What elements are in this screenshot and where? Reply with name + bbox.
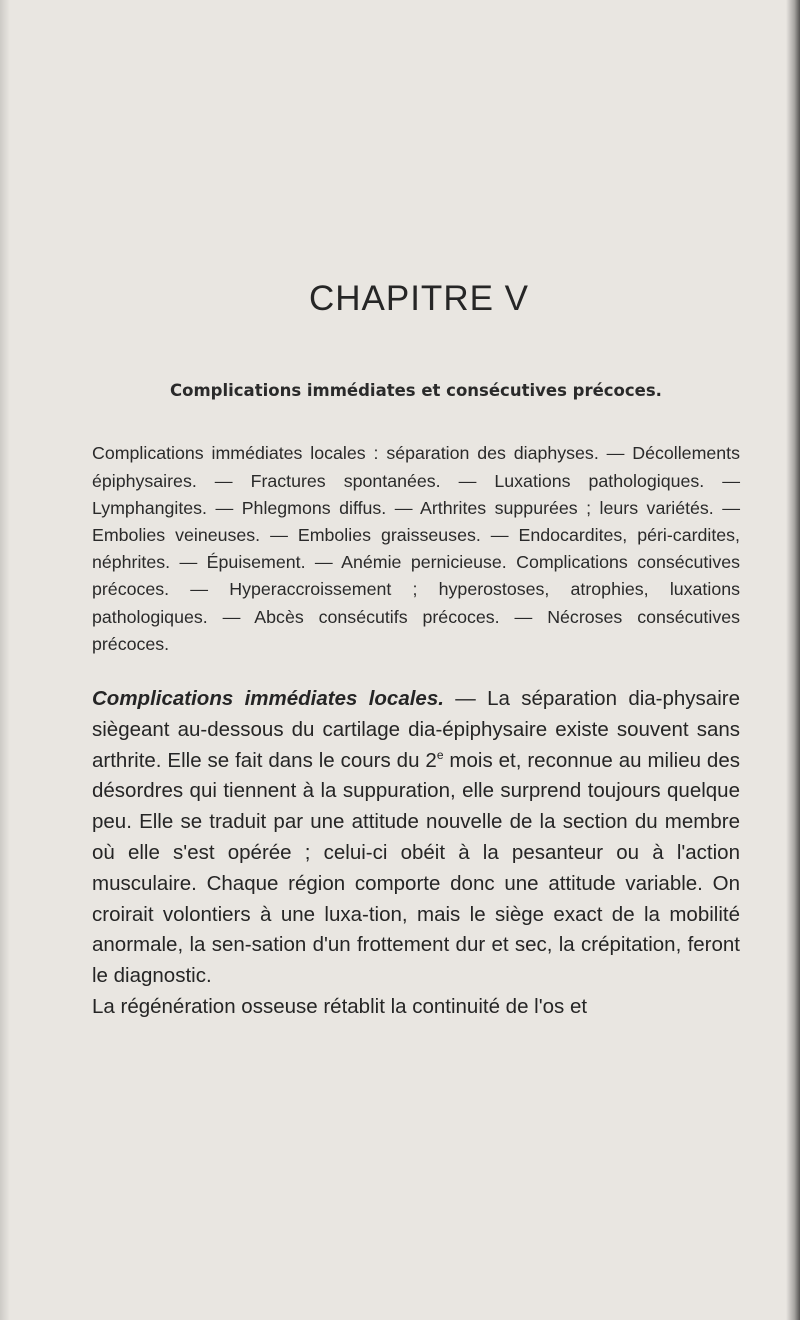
page-left-edge-shadow — [0, 0, 10, 1320]
page-right-edge-shadow — [786, 0, 800, 1320]
body-paragraph-1 — [92, 684, 740, 992]
paragraph-lead-heading: Complications immédiates locales. — [92, 686, 444, 710]
chapter-title: CHAPITRE V — [308, 279, 530, 318]
paragraph-text-part-a: — La séparation dia-physaire siègeant au-dessous du cartilage dia-épiphysaire existe souvent sans arthrite. Elle se fait dans le cours du 2 — [92, 686, 740, 772]
chapter-summary: Complications immédiates locales : séparation des diaphyses. — Décollements épiphysaires. — Fractures spontanées. — Luxations pathologiques. — Lymphangites. — Phlegmons diffus. — Arthrites suppurées ; leurs variétés. — Embolies veineuses. — Embolies graisseuses. — Endocardites, péri-cardites, néphrites. — Épuisement. — Anémie pernicieuse. Complications consécutives précoces. — Hyperaccroissement ; hyperostoses, atrophies, luxations pathologiques. — Abcès consécutifs précoces. — Nécroses consécutives précoces. — [92, 443, 740, 654]
body-paragraph-2: La régénération osseuse rétablit la continuité de l'os et — [92, 994, 588, 1018]
page-content — [92, 280, 740, 1023]
paragraph-text-part-b: mois et, reconnue au milieu des désordres qui tiennent à la suppuration, elle surprend toujours quelque peu. Elle se traduit par une attitude nouvelle de la section du membre où elle s'est opérée ; celui-ci obéit à la pesanteur ou à l'action musculaire. Chaque région comporte donc une attitude variable. On croirait volontiers à une luxa-tion, mais le siège exact de la mobilité anormale, la sen-sation d'un frottement dur et sec, la crépitation, feront le diagnostic. — [92, 748, 740, 988]
ordinal-superscript: e — [436, 747, 444, 762]
section-title: Complications immédiates et consécutives précoces. — [170, 380, 662, 400]
